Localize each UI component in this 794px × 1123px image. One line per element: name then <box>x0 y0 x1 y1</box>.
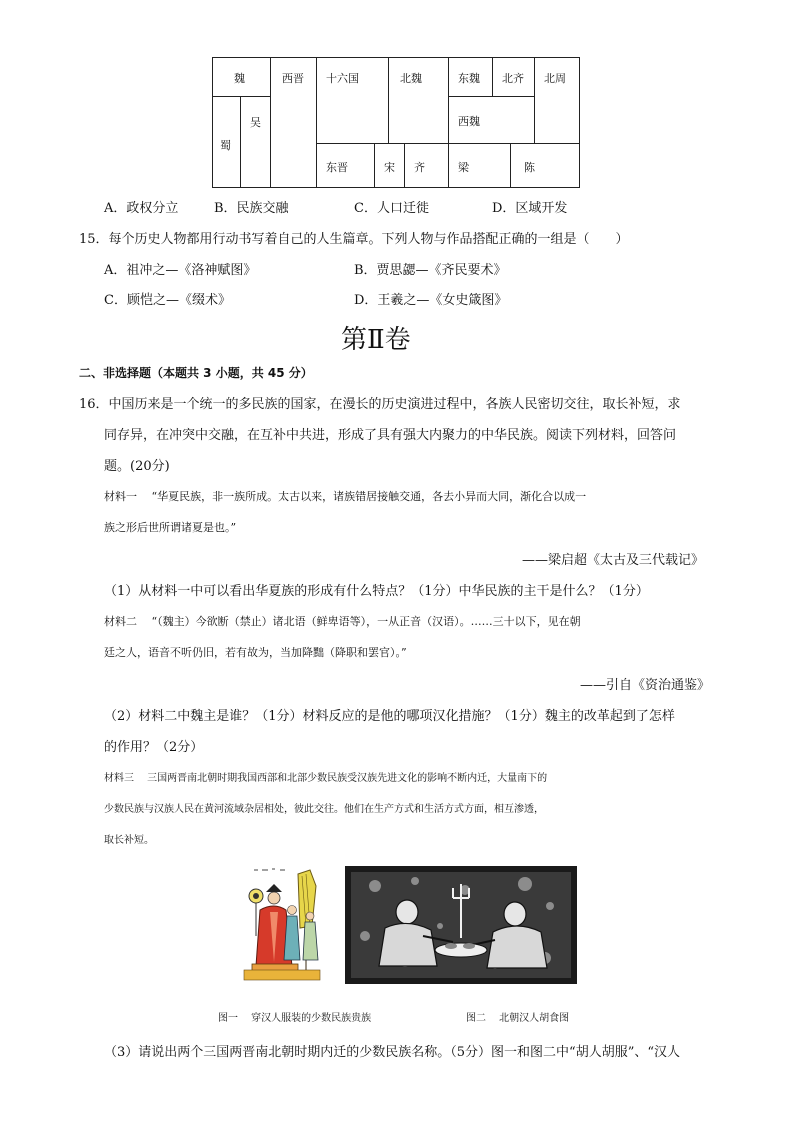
section-title: 第Ⅱ卷 <box>341 325 411 355</box>
cell-wu: 吴 <box>250 116 261 129</box>
sub-question-3: （3）请说出两个三国两晋南北朝时期内迁的少数民族名称。（5分）图一和图二中“胡人胡服”、“汉人 <box>104 1045 680 1060</box>
cell-song: 宋 <box>384 161 395 174</box>
q16-stem-line-3: 题。(20分) <box>104 459 170 474</box>
cell-xijin: 西晋 <box>282 72 304 85</box>
figure-1-image <box>240 866 324 984</box>
cell-dongjin: 东晋 <box>326 161 348 174</box>
dynasty-table <box>212 57 580 188</box>
material-3-line-3: 取长补短。 <box>104 835 154 846</box>
material-2-line-2: 廷之人，语音不听仍旧，若有故为，当加降黜（降职和罢官）。” <box>104 646 407 659</box>
cell-beiqi: 北齐 <box>502 72 524 85</box>
q14-option-c[interactable]: C．人口迁徙 <box>354 201 429 216</box>
q15-option-c[interactable]: C．顾恺之—《缀术》 <box>104 293 231 308</box>
q15-option-b[interactable]: B．贾思勰—《齐民要术》 <box>354 263 507 278</box>
q16-stem-line-2: 同存异，在冲突中交融，在互补中共进，形成了具有强大内聚力的中华民族。阅读下列材料，回答问 <box>104 428 677 443</box>
sub-question-1: （1）从材料一中可以看出华夏族的形成有什么特点？（1分）中华民族的主干是什么？（1分） <box>104 584 649 599</box>
material-2-source: ——引自《资治通鉴》 <box>580 678 711 693</box>
figure-1-caption: 图一 穿汉人服装的少数民族贵族 <box>218 1013 372 1024</box>
material-1-line-1: 材料一 “华夏民族，非一族所成。太古以来，诸族错居接触交通，各去小异而大同，渐化合以成一 <box>104 490 587 503</box>
sub-question-2-line-1: （2）材料二中魏主是谁？（1分）材料反应的是他的哪项汉化措施？（1分）魏主的改革起到了怎样 <box>104 709 675 724</box>
material-3-line-2: 少数民族与汉族人民在黄河流域杂居相处，彼此交往。他们在生产方式和生活方式方面，相互渗透， <box>104 804 544 815</box>
sub-question-2-line-2: 的作用？（2分） <box>104 740 204 755</box>
cell-shiliuguo: 十六国 <box>326 72 359 85</box>
cell-chen: 陈 <box>524 161 535 174</box>
q16-stem-line-1: 16．中国历来是一个统一的多民族的国家，在漫长的历史演进过程中，各族人民密切交往，取长补短，求 <box>79 397 681 412</box>
q15-stem: 15．每个历史人物都用行动书写着自己的人生篇章。下列人物与作品搭配正确的一组是（ ） <box>79 232 629 247</box>
material-3-line-1: 材料三 三国两晋南北朝时期我国西部和北部少数民族受汉族先进文化的影响不断内迁，大量南下的 <box>104 773 548 784</box>
cell-qi: 齐 <box>414 161 425 174</box>
figure-2-caption: 图二 北朝汉人胡食图 <box>466 1013 570 1024</box>
q14-option-d[interactable]: D．区域开发 <box>492 201 568 216</box>
material-1-source: ——梁启超《太古及三代载记》 <box>522 553 705 568</box>
q14-option-b[interactable]: B．民族交融 <box>214 201 289 216</box>
q15-option-a[interactable]: A．祖冲之—《洛神赋图》 <box>104 263 257 278</box>
material-1-line-2: 族之形后世所谓诸夏是也。” <box>104 521 237 534</box>
material-2-line-1: 材料二 “（魏主）今欲断（禁止）诸北语（鲜卑语等），一从正音（汉语）。……三十以下，见在朝 <box>104 615 581 628</box>
figure-2-image <box>345 866 577 984</box>
q15-option-d[interactable]: D．王羲之—《女史箴图》 <box>354 293 508 308</box>
cell-wei: 魏 <box>234 72 245 85</box>
cell-liang: 梁 <box>458 161 469 174</box>
cell-shu: 蜀 <box>220 139 231 152</box>
cell-beizhou: 北周 <box>544 72 566 85</box>
q14-option-a[interactable]: A．政权分立 <box>104 201 179 216</box>
section-subtitle: 二、非选择题（本题共 3 小题，共 45 分） <box>79 366 313 380</box>
cell-dongwei: 东魏 <box>458 72 480 85</box>
cell-beiwei: 北魏 <box>400 72 422 85</box>
cell-xiwei: 西魏 <box>458 115 480 128</box>
